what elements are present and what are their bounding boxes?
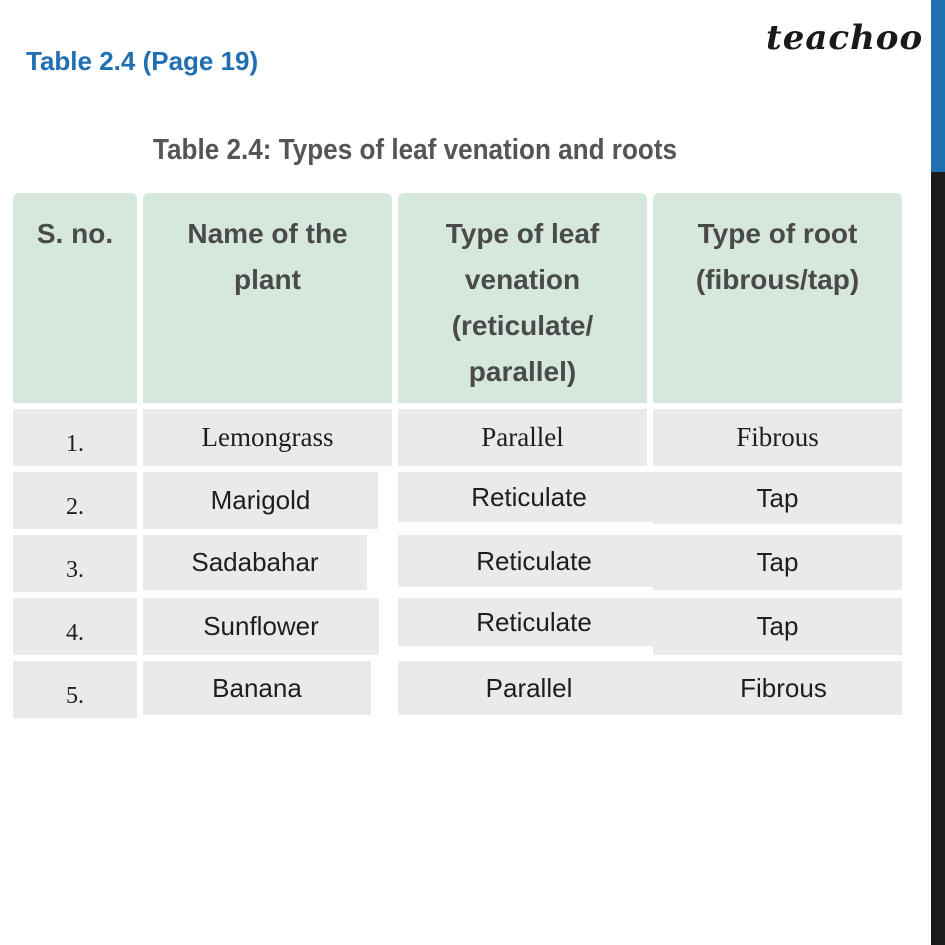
header-line: S. no. <box>36 218 114 249</box>
table-row-5-root: Fibrous <box>653 661 902 715</box>
page-heading: Table 2.4 (Page 19) <box>26 46 259 76</box>
header-line: (fibrous/tap) <box>695 264 860 295</box>
table-row-5-name: Banana <box>143 661 371 715</box>
header-line: Type of root <box>697 218 858 249</box>
table-row-4-name: Sunflower <box>143 598 379 655</box>
header-line: Name of the <box>187 218 348 249</box>
table-row-5-venation: Parallel <box>398 661 660 715</box>
brand-logo: teachoo <box>766 18 924 58</box>
table-row-2-name: Marigold <box>143 472 378 529</box>
table-row-2-root: Tap <box>653 472 902 524</box>
table-row-3-name: Sadabahar <box>143 535 367 590</box>
table-row-3-sno: 3. <box>13 535 137 592</box>
table-row-1-root: Fibrous <box>653 409 902 466</box>
table-row-3-root: Tap <box>653 535 902 590</box>
table-row-2-venation: Reticulate <box>398 472 660 522</box>
header-line: (reticulate/ <box>451 310 594 341</box>
table-row-4-sno: 4. <box>13 598 137 655</box>
header-plant-name <box>143 193 392 403</box>
header-leaf-venation <box>398 193 647 403</box>
header-root-type <box>653 193 902 403</box>
header-line: plant <box>234 264 301 295</box>
header-line: parallel) <box>468 356 577 387</box>
table-row-1-name: Lemongrass <box>143 409 392 466</box>
table-row-2-sno: 2. <box>13 472 137 529</box>
header-sno <box>13 193 137 403</box>
right-edge-accent <box>931 0 945 172</box>
table-row-1-sno: 1. <box>13 409 137 466</box>
header-line: venation <box>464 264 581 295</box>
table-title: Table 2.4: Types of leaf venation and roots <box>153 134 678 166</box>
header-line: Type of leaf <box>445 218 600 249</box>
table-row-5-sno: 5. <box>13 661 137 718</box>
table-row-4-venation: Reticulate <box>398 598 670 646</box>
table-row-4-root: Tap <box>653 598 902 655</box>
table-row-1-venation: Parallel <box>398 409 647 466</box>
table-row-3-venation: Reticulate <box>398 535 670 587</box>
